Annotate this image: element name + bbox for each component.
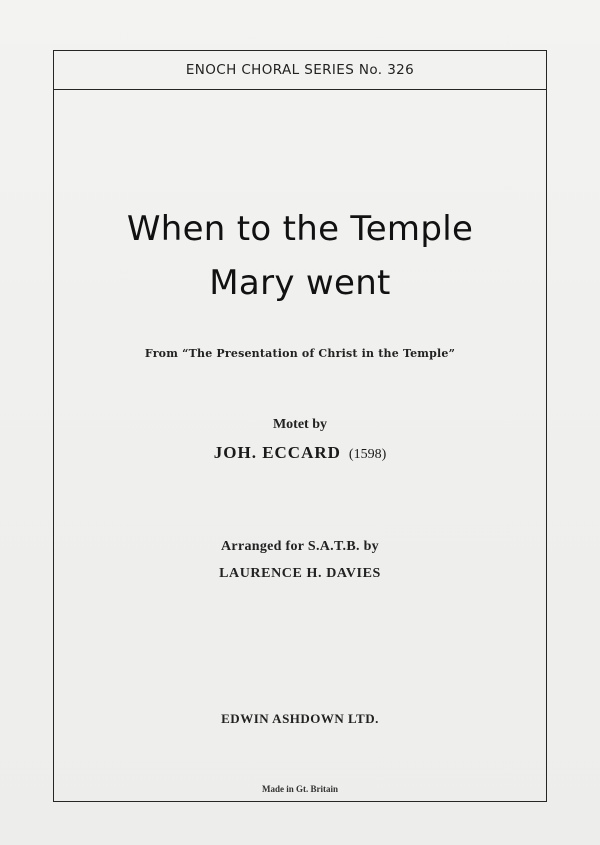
source-work: From “The Presentation of Christ in the Temple” xyxy=(144,347,456,360)
composer-name: JOH. ECCARD xyxy=(213,443,341,462)
publisher-name: EDWIN ASHDOWN LTD. xyxy=(221,711,379,726)
arranger-name: LAURENCE H. DAVIES xyxy=(219,566,381,581)
title-line-1: When to the Temple xyxy=(126,209,474,249)
cover-border-frame xyxy=(53,50,547,802)
series-label: ENOCH CHORAL SERIES No. 326 xyxy=(185,62,415,78)
arrangement-label: Arranged for S.A.T.B. by xyxy=(221,539,379,554)
series-header xyxy=(54,51,546,90)
composer-line xyxy=(54,443,546,463)
title-line-2: Mary went xyxy=(209,263,391,303)
motet-label: Motet by xyxy=(272,417,328,432)
composer-year: (1598) xyxy=(348,447,387,462)
country-of-origin: Made in Gt. Britain xyxy=(262,784,338,794)
